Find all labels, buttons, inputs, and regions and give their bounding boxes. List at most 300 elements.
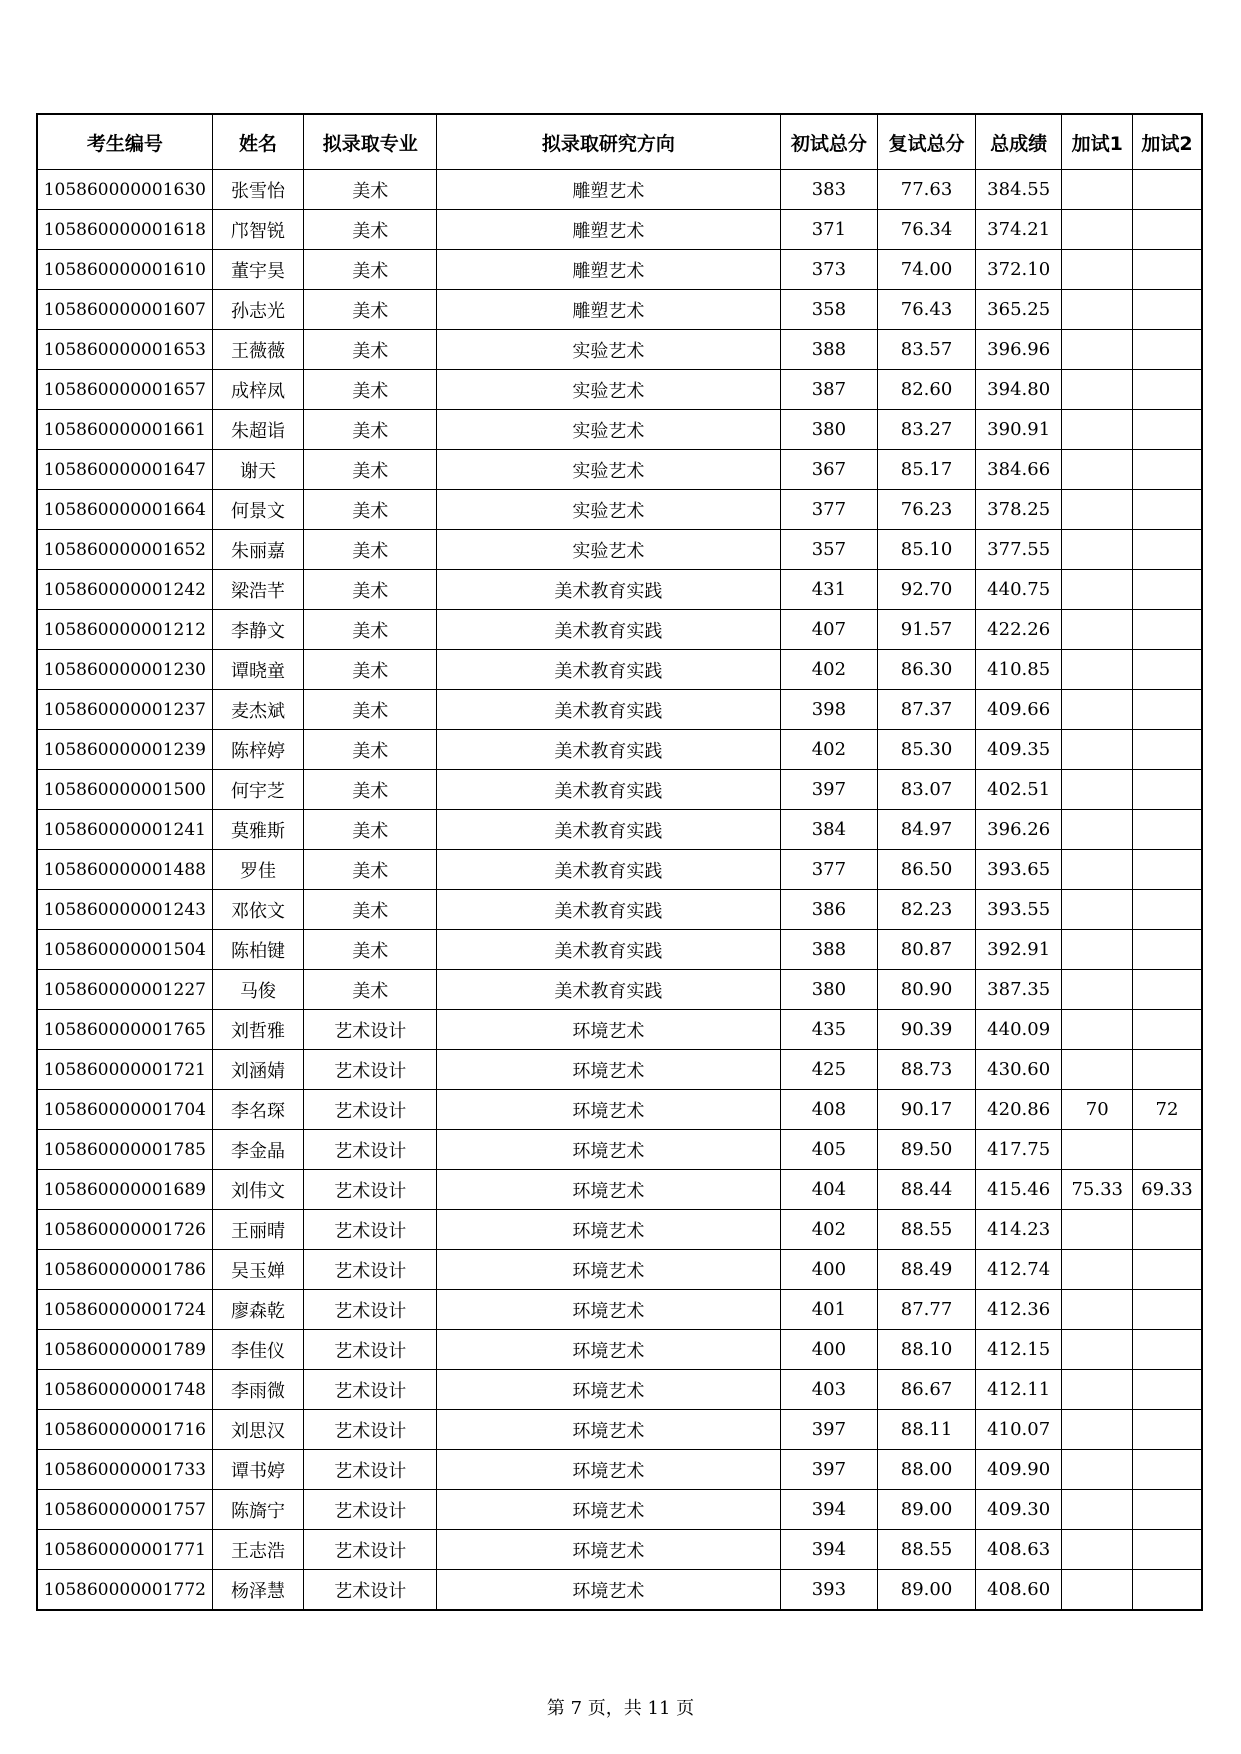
extra-test-1-cell (1062, 570, 1132, 610)
table-row (37, 730, 1202, 770)
total-score-cell: 409.30 (975, 1490, 1062, 1530)
extra-test-2-cell (1132, 1570, 1202, 1611)
table-row (37, 1410, 1202, 1450)
total-score-cell: 410.85 (975, 650, 1062, 690)
total-score-cell: 412.15 (975, 1330, 1062, 1370)
extra-test-1-cell (1062, 1450, 1132, 1490)
initial-score-cell: 384 (780, 810, 878, 850)
table-row (37, 1490, 1202, 1530)
extra-test-2-cell (1132, 490, 1202, 530)
exam-id-cell: 105860000001237 (37, 690, 212, 730)
total-score-cell: 420.86 (975, 1090, 1062, 1130)
name-cell: 马俊 (212, 970, 304, 1010)
retest-score-cell: 80.90 (878, 970, 976, 1010)
name-cell: 刘涵婧 (212, 1050, 304, 1090)
extra-test-2-cell (1132, 410, 1202, 450)
extra-test-1-cell (1062, 850, 1132, 890)
direction-cell: 环境艺术 (437, 1330, 780, 1370)
major-cell: 艺术设计 (304, 1570, 437, 1611)
initial-score-cell: 388 (780, 330, 878, 370)
extra-test-2-cell (1132, 210, 1202, 250)
name-cell: 何景文 (212, 490, 304, 530)
table-row (37, 250, 1202, 290)
exam-id-cell: 105860000001786 (37, 1250, 212, 1290)
retest-score-cell: 89.00 (878, 1490, 976, 1530)
table-row (37, 290, 1202, 330)
header-exam-id: 考生编号 (37, 114, 212, 170)
extra-test-2-cell (1132, 1450, 1202, 1490)
extra-test-1-cell (1062, 1050, 1132, 1090)
total-score-cell: 374.21 (975, 210, 1062, 250)
extra-test-2-cell: 72 (1132, 1090, 1202, 1130)
extra-test-2-cell (1132, 930, 1202, 970)
extra-test-2-cell (1132, 890, 1202, 930)
direction-cell: 环境艺术 (437, 1170, 780, 1210)
table-row (37, 1290, 1202, 1330)
total-score-cell: 384.55 (975, 170, 1062, 210)
table-row (37, 890, 1202, 930)
header-name: 姓名 (212, 114, 304, 170)
extra-test-1-cell (1062, 1570, 1132, 1611)
total-score-cell: 387.35 (975, 970, 1062, 1010)
extra-test-2-cell (1132, 1250, 1202, 1290)
direction-cell: 环境艺术 (437, 1490, 780, 1530)
initial-score-cell: 380 (780, 410, 878, 450)
exam-id-cell: 105860000001239 (37, 730, 212, 770)
extra-test-2-cell (1132, 530, 1202, 570)
direction-cell: 美术教育实践 (437, 570, 780, 610)
major-cell: 艺术设计 (304, 1330, 437, 1370)
initial-score-cell: 393 (780, 1570, 878, 1611)
extra-test-2-cell (1132, 690, 1202, 730)
total-score-cell: 440.75 (975, 570, 1062, 610)
major-cell: 美术 (304, 850, 437, 890)
extra-test-1-cell (1062, 650, 1132, 690)
name-cell: 谭书婷 (212, 1450, 304, 1490)
major-cell: 艺术设计 (304, 1090, 437, 1130)
header-total-score: 总成绩 (975, 114, 1062, 170)
retest-score-cell: 76.34 (878, 210, 976, 250)
exam-id-cell: 105860000001789 (37, 1330, 212, 1370)
major-cell: 艺术设计 (304, 1290, 437, 1330)
header-extra-test-2: 加试2 (1132, 114, 1202, 170)
name-cell: 邝智锐 (212, 210, 304, 250)
extra-test-1-cell (1062, 1130, 1132, 1170)
exam-id-cell: 105860000001772 (37, 1570, 212, 1611)
extra-test-1-cell (1062, 410, 1132, 450)
table-row (37, 570, 1202, 610)
name-cell: 成梓凤 (212, 370, 304, 410)
initial-score-cell: 408 (780, 1090, 878, 1130)
initial-score-cell: 373 (780, 250, 878, 290)
extra-test-2-cell (1132, 1290, 1202, 1330)
table-row (37, 410, 1202, 450)
total-score-cell: 377.55 (975, 530, 1062, 570)
major-cell: 美术 (304, 730, 437, 770)
extra-test-2-cell (1132, 1530, 1202, 1570)
retest-score-cell: 83.27 (878, 410, 976, 450)
major-cell: 艺术设计 (304, 1130, 437, 1170)
direction-cell: 实验艺术 (437, 450, 780, 490)
extra-test-1-cell (1062, 530, 1132, 570)
extra-test-1-cell (1062, 210, 1132, 250)
extra-test-2-cell (1132, 290, 1202, 330)
initial-score-cell: 377 (780, 490, 878, 530)
header-retest-score: 复试总分 (878, 114, 976, 170)
retest-score-cell: 87.77 (878, 1290, 976, 1330)
name-cell: 梁浩芊 (212, 570, 304, 610)
retest-score-cell: 88.73 (878, 1050, 976, 1090)
exam-id-cell: 105860000001212 (37, 610, 212, 650)
extra-test-2-cell (1132, 1330, 1202, 1370)
retest-score-cell: 76.43 (878, 290, 976, 330)
table-row (37, 690, 1202, 730)
extra-test-1-cell (1062, 1210, 1132, 1250)
extra-test-1-cell (1062, 330, 1132, 370)
extra-test-2-cell (1132, 1490, 1202, 1530)
name-cell: 孙志光 (212, 290, 304, 330)
table-row (37, 850, 1202, 890)
extra-test-1-cell (1062, 970, 1132, 1010)
name-cell: 陈旖宁 (212, 1490, 304, 1530)
name-cell: 李金晶 (212, 1130, 304, 1170)
total-score-cell: 390.91 (975, 410, 1062, 450)
exam-id-cell: 105860000001618 (37, 210, 212, 250)
retest-score-cell: 88.55 (878, 1530, 976, 1570)
extra-test-1-cell (1062, 1290, 1132, 1330)
extra-test-1-cell (1062, 890, 1132, 930)
total-score-cell: 365.25 (975, 290, 1062, 330)
extra-test-2-cell (1132, 730, 1202, 770)
exam-id-cell: 105860000001607 (37, 290, 212, 330)
total-score-cell: 412.36 (975, 1290, 1062, 1330)
retest-score-cell: 88.44 (878, 1170, 976, 1210)
direction-cell: 实验艺术 (437, 490, 780, 530)
direction-cell: 雕塑艺术 (437, 250, 780, 290)
major-cell: 美术 (304, 810, 437, 850)
name-cell: 陈柏键 (212, 930, 304, 970)
extra-test-1-cell (1062, 770, 1132, 810)
total-score-cell: 408.60 (975, 1570, 1062, 1611)
total-score-cell: 414.23 (975, 1210, 1062, 1250)
exam-id-cell: 105860000001733 (37, 1450, 212, 1490)
direction-cell: 美术教育实践 (437, 810, 780, 850)
total-score-cell: 392.91 (975, 930, 1062, 970)
major-cell: 艺术设计 (304, 1530, 437, 1570)
name-cell: 王志浩 (212, 1530, 304, 1570)
extra-test-1-cell (1062, 450, 1132, 490)
extra-test-1-cell (1062, 1530, 1132, 1570)
name-cell: 何宇芝 (212, 770, 304, 810)
total-score-cell: 396.96 (975, 330, 1062, 370)
initial-score-cell: 386 (780, 890, 878, 930)
extra-test-2-cell (1132, 1370, 1202, 1410)
name-cell: 杨泽慧 (212, 1570, 304, 1611)
retest-score-cell: 82.23 (878, 890, 976, 930)
table-row (37, 330, 1202, 370)
major-cell: 美术 (304, 770, 437, 810)
initial-score-cell: 380 (780, 970, 878, 1010)
extra-test-1-cell (1062, 1010, 1132, 1050)
extra-test-1-cell: 75.33 (1062, 1170, 1132, 1210)
extra-test-1-cell (1062, 1250, 1132, 1290)
table-row (37, 530, 1202, 570)
table-row (37, 770, 1202, 810)
extra-test-2-cell (1132, 1010, 1202, 1050)
major-cell: 美术 (304, 570, 437, 610)
major-cell: 艺术设计 (304, 1170, 437, 1210)
name-cell: 董宇昊 (212, 250, 304, 290)
extra-test-2-cell (1132, 570, 1202, 610)
table-row (37, 930, 1202, 970)
direction-cell: 环境艺术 (437, 1290, 780, 1330)
total-score-cell: 412.74 (975, 1250, 1062, 1290)
name-cell: 谭晓童 (212, 650, 304, 690)
exam-id-cell: 105860000001765 (37, 1010, 212, 1050)
retest-score-cell: 86.30 (878, 650, 976, 690)
retest-score-cell: 88.55 (878, 1210, 976, 1250)
exam-id-cell: 105860000001241 (37, 810, 212, 850)
retest-score-cell: 86.50 (878, 850, 976, 890)
major-cell: 美术 (304, 290, 437, 330)
retest-score-cell: 74.00 (878, 250, 976, 290)
initial-score-cell: 358 (780, 290, 878, 330)
major-cell: 美术 (304, 450, 437, 490)
retest-score-cell: 88.11 (878, 1410, 976, 1450)
initial-score-cell: 435 (780, 1010, 878, 1050)
exam-id-cell: 105860000001242 (37, 570, 212, 610)
extra-test-1-cell (1062, 1410, 1132, 1450)
exam-id-cell: 105860000001630 (37, 170, 212, 210)
name-cell: 刘伟文 (212, 1170, 304, 1210)
retest-score-cell: 90.17 (878, 1090, 976, 1130)
direction-cell: 美术教育实践 (437, 850, 780, 890)
major-cell: 艺术设计 (304, 1250, 437, 1290)
table-row (37, 610, 1202, 650)
extra-test-1-cell (1062, 610, 1132, 650)
exam-id-cell: 105860000001661 (37, 410, 212, 450)
name-cell: 罗佳 (212, 850, 304, 890)
retest-score-cell: 92.70 (878, 570, 976, 610)
extra-test-1-cell (1062, 1370, 1132, 1410)
initial-score-cell: 400 (780, 1250, 878, 1290)
initial-score-cell: 425 (780, 1050, 878, 1090)
direction-cell: 美术教育实践 (437, 650, 780, 690)
extra-test-1-cell: 70 (1062, 1090, 1132, 1130)
major-cell: 美术 (304, 970, 437, 1010)
retest-score-cell: 86.67 (878, 1370, 976, 1410)
retest-score-cell: 85.30 (878, 730, 976, 770)
name-cell: 张雪怡 (212, 170, 304, 210)
name-cell: 刘思汉 (212, 1410, 304, 1450)
exam-id-cell: 105860000001785 (37, 1130, 212, 1170)
major-cell: 艺术设计 (304, 1410, 437, 1450)
direction-cell: 环境艺术 (437, 1530, 780, 1570)
retest-score-cell: 82.60 (878, 370, 976, 410)
total-score-cell: 412.11 (975, 1370, 1062, 1410)
exam-id-cell: 105860000001664 (37, 490, 212, 530)
name-cell: 李静文 (212, 610, 304, 650)
major-cell: 美术 (304, 490, 437, 530)
name-cell: 刘哲雅 (212, 1010, 304, 1050)
extra-test-2-cell (1132, 1130, 1202, 1170)
exam-id-cell: 105860000001657 (37, 370, 212, 410)
direction-cell: 美术教育实践 (437, 770, 780, 810)
major-cell: 美术 (304, 330, 437, 370)
exam-id-cell: 105860000001610 (37, 250, 212, 290)
retest-score-cell: 89.50 (878, 1130, 976, 1170)
table-row (37, 1570, 1202, 1611)
retest-score-cell: 77.63 (878, 170, 976, 210)
direction-cell: 雕塑艺术 (437, 210, 780, 250)
extra-test-1-cell (1062, 290, 1132, 330)
major-cell: 美术 (304, 370, 437, 410)
direction-cell: 实验艺术 (437, 410, 780, 450)
direction-cell: 实验艺术 (437, 530, 780, 570)
retest-score-cell: 88.00 (878, 1450, 976, 1490)
direction-cell: 美术教育实践 (437, 730, 780, 770)
major-cell: 美术 (304, 610, 437, 650)
header-extra-test-1: 加试1 (1062, 114, 1132, 170)
table-row (37, 1450, 1202, 1490)
total-score-cell: 378.25 (975, 490, 1062, 530)
major-cell: 美术 (304, 530, 437, 570)
name-cell: 王丽晴 (212, 1210, 304, 1250)
extra-test-1-cell (1062, 1330, 1132, 1370)
major-cell: 艺术设计 (304, 1450, 437, 1490)
header-research-direction: 拟录取研究方向 (437, 114, 780, 170)
header-initial-score: 初试总分 (780, 114, 878, 170)
total-score-cell: 440.09 (975, 1010, 1062, 1050)
direction-cell: 美术教育实践 (437, 690, 780, 730)
header-major: 拟录取专业 (304, 114, 437, 170)
retest-score-cell: 85.17 (878, 450, 976, 490)
major-cell: 美术 (304, 890, 437, 930)
initial-score-cell: 431 (780, 570, 878, 610)
total-score-cell: 394.80 (975, 370, 1062, 410)
retest-score-cell: 85.10 (878, 530, 976, 570)
name-cell: 吴玉婵 (212, 1250, 304, 1290)
table-row (37, 970, 1202, 1010)
total-score-cell: 384.66 (975, 450, 1062, 490)
total-score-cell: 410.07 (975, 1410, 1062, 1450)
retest-score-cell: 90.39 (878, 1010, 976, 1050)
initial-score-cell: 402 (780, 650, 878, 690)
major-cell: 艺术设计 (304, 1490, 437, 1530)
table-row (37, 370, 1202, 410)
initial-score-cell: 402 (780, 730, 878, 770)
extra-test-2-cell (1132, 250, 1202, 290)
total-score-cell: 415.46 (975, 1170, 1062, 1210)
exam-id-cell: 105860000001230 (37, 650, 212, 690)
table-row (37, 810, 1202, 850)
name-cell: 陈梓婷 (212, 730, 304, 770)
name-cell: 廖森乾 (212, 1290, 304, 1330)
initial-score-cell: 371 (780, 210, 878, 250)
retest-score-cell: 89.00 (878, 1570, 976, 1611)
initial-score-cell: 397 (780, 1450, 878, 1490)
name-cell: 朱丽嘉 (212, 530, 304, 570)
total-score-cell: 402.51 (975, 770, 1062, 810)
name-cell: 李名琛 (212, 1090, 304, 1130)
exam-id-cell: 105860000001771 (37, 1530, 212, 1570)
initial-score-cell: 404 (780, 1170, 878, 1210)
extra-test-2-cell (1132, 650, 1202, 690)
initial-score-cell: 401 (780, 1290, 878, 1330)
exam-id-cell: 105860000001748 (37, 1370, 212, 1410)
extra-test-1-cell (1062, 810, 1132, 850)
major-cell: 艺术设计 (304, 1050, 437, 1090)
direction-cell: 环境艺术 (437, 1050, 780, 1090)
extra-test-2-cell (1132, 1410, 1202, 1450)
table-row (37, 1090, 1202, 1130)
initial-score-cell: 403 (780, 1370, 878, 1410)
initial-score-cell: 367 (780, 450, 878, 490)
initial-score-cell: 383 (780, 170, 878, 210)
retest-score-cell: 88.10 (878, 1330, 976, 1370)
extra-test-2-cell (1132, 970, 1202, 1010)
exam-id-cell: 105860000001724 (37, 1290, 212, 1330)
table-row (37, 1530, 1202, 1570)
table-row (37, 490, 1202, 530)
direction-cell: 环境艺术 (437, 1450, 780, 1490)
direction-cell: 环境艺术 (437, 1130, 780, 1170)
initial-score-cell: 394 (780, 1490, 878, 1530)
total-score-cell: 409.90 (975, 1450, 1062, 1490)
initial-score-cell: 377 (780, 850, 878, 890)
extra-test-2-cell (1132, 770, 1202, 810)
total-score-cell: 408.63 (975, 1530, 1062, 1570)
direction-cell: 美术教育实践 (437, 610, 780, 650)
extra-test-1-cell (1062, 730, 1132, 770)
direction-cell: 美术教育实践 (437, 930, 780, 970)
exam-id-cell: 105860000001689 (37, 1170, 212, 1210)
name-cell: 朱超诣 (212, 410, 304, 450)
table-row (37, 1170, 1202, 1210)
major-cell: 美术 (304, 410, 437, 450)
name-cell: 莫雅斯 (212, 810, 304, 850)
direction-cell: 环境艺术 (437, 1570, 780, 1611)
major-cell: 美术 (304, 250, 437, 290)
retest-score-cell: 83.57 (878, 330, 976, 370)
direction-cell: 雕塑艺术 (437, 170, 780, 210)
table-row (37, 1210, 1202, 1250)
exam-id-cell: 105860000001726 (37, 1210, 212, 1250)
retest-score-cell: 88.49 (878, 1250, 976, 1290)
direction-cell: 雕塑艺术 (437, 290, 780, 330)
retest-score-cell: 76.23 (878, 490, 976, 530)
retest-score-cell: 87.37 (878, 690, 976, 730)
total-score-cell: 409.66 (975, 690, 1062, 730)
initial-score-cell: 397 (780, 1410, 878, 1450)
total-score-cell: 372.10 (975, 250, 1062, 290)
major-cell: 艺术设计 (304, 1210, 437, 1250)
table-row (37, 1130, 1202, 1170)
direction-cell: 环境艺术 (437, 1090, 780, 1130)
table-row (37, 1010, 1202, 1050)
name-cell: 麦杰斌 (212, 690, 304, 730)
direction-cell: 环境艺术 (437, 1410, 780, 1450)
extra-test-1-cell (1062, 370, 1132, 410)
name-cell: 谢天 (212, 450, 304, 490)
name-cell: 李雨微 (212, 1370, 304, 1410)
exam-id-cell: 105860000001504 (37, 930, 212, 970)
table-row (37, 1050, 1202, 1090)
total-score-cell: 409.35 (975, 730, 1062, 770)
initial-score-cell: 402 (780, 1210, 878, 1250)
major-cell: 美术 (304, 930, 437, 970)
total-score-cell: 393.55 (975, 890, 1062, 930)
